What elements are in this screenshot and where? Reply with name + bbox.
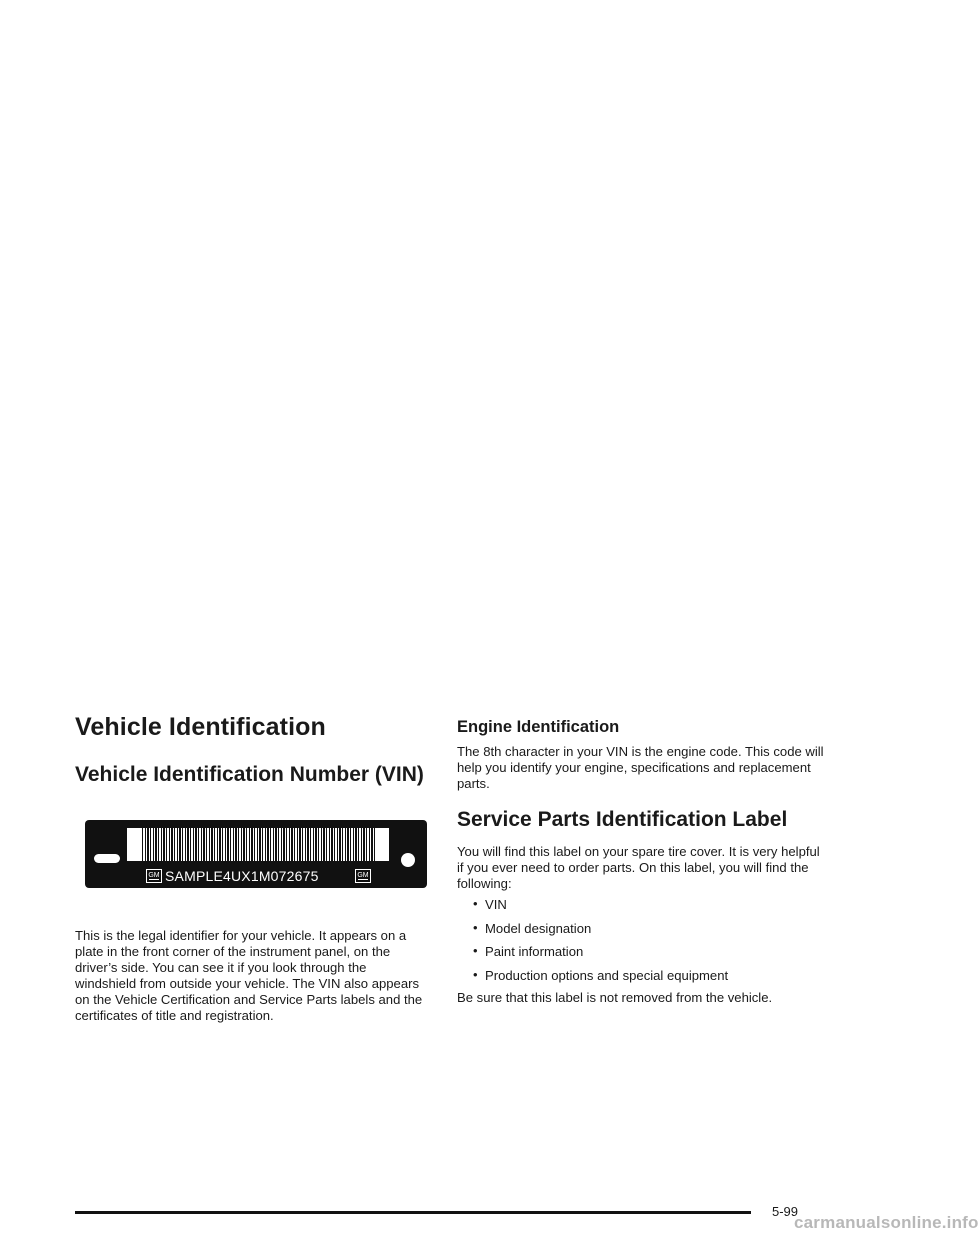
vin-heading: Vehicle Identification Number (VIN) bbox=[75, 763, 424, 786]
list-item: • Production options and special equipment bbox=[473, 966, 729, 983]
closing-paragraph: Be sure that this label is not removed from the vehicle. bbox=[457, 990, 773, 1005]
plate-slot-icon bbox=[94, 854, 120, 863]
vin-paragraph: This is the legal identifier for your vehicle. It appears on a plate in the front corner of the instrument panel, on the driver’s side. You can see it if you look through the windshield from outside your vehicle. The VIN also appears on the Vehicle Certification and Service Parts labels and the certificates of title and registration. bbox=[75, 928, 423, 1023]
bullet-icon: • bbox=[473, 943, 478, 958]
engine-paragraph: The 8th character in your VIN is the engine code. This code will help you identify your engine, specifications and replacement parts. bbox=[457, 744, 824, 791]
list-item: • Model designation bbox=[473, 919, 592, 936]
gm-logo-icon: GM bbox=[146, 869, 162, 883]
list-item: • VIN bbox=[473, 896, 507, 912]
service-heading: Service Parts Identification Label bbox=[457, 808, 788, 831]
vin-plate-illustration bbox=[85, 820, 427, 888]
barcode-icon bbox=[127, 828, 389, 861]
page-number: 5-99 bbox=[772, 1204, 799, 1219]
bullet-icon: • bbox=[473, 919, 478, 935]
list-item: • Paint information bbox=[473, 943, 584, 959]
gm-logo-icon: GM bbox=[355, 869, 371, 883]
footer-rule bbox=[75, 1211, 751, 1214]
bullet-icon: • bbox=[473, 896, 478, 911]
service-paragraph: You will find this label on your spare tire cover. It is very helpful if you ever need to order parts. On this label, you will find the following: bbox=[457, 844, 820, 891]
watermark: carmanualsonline.info bbox=[794, 1213, 979, 1232]
service-label-list bbox=[473, 897, 728, 991]
section-title: Vehicle Identification bbox=[75, 713, 326, 741]
vin-number: SAMPLE4UX1M072675 bbox=[165, 868, 319, 884]
plate-hole-icon bbox=[401, 853, 415, 867]
engine-heading: Engine Identification bbox=[457, 718, 620, 736]
bullet-icon: • bbox=[473, 966, 478, 982]
